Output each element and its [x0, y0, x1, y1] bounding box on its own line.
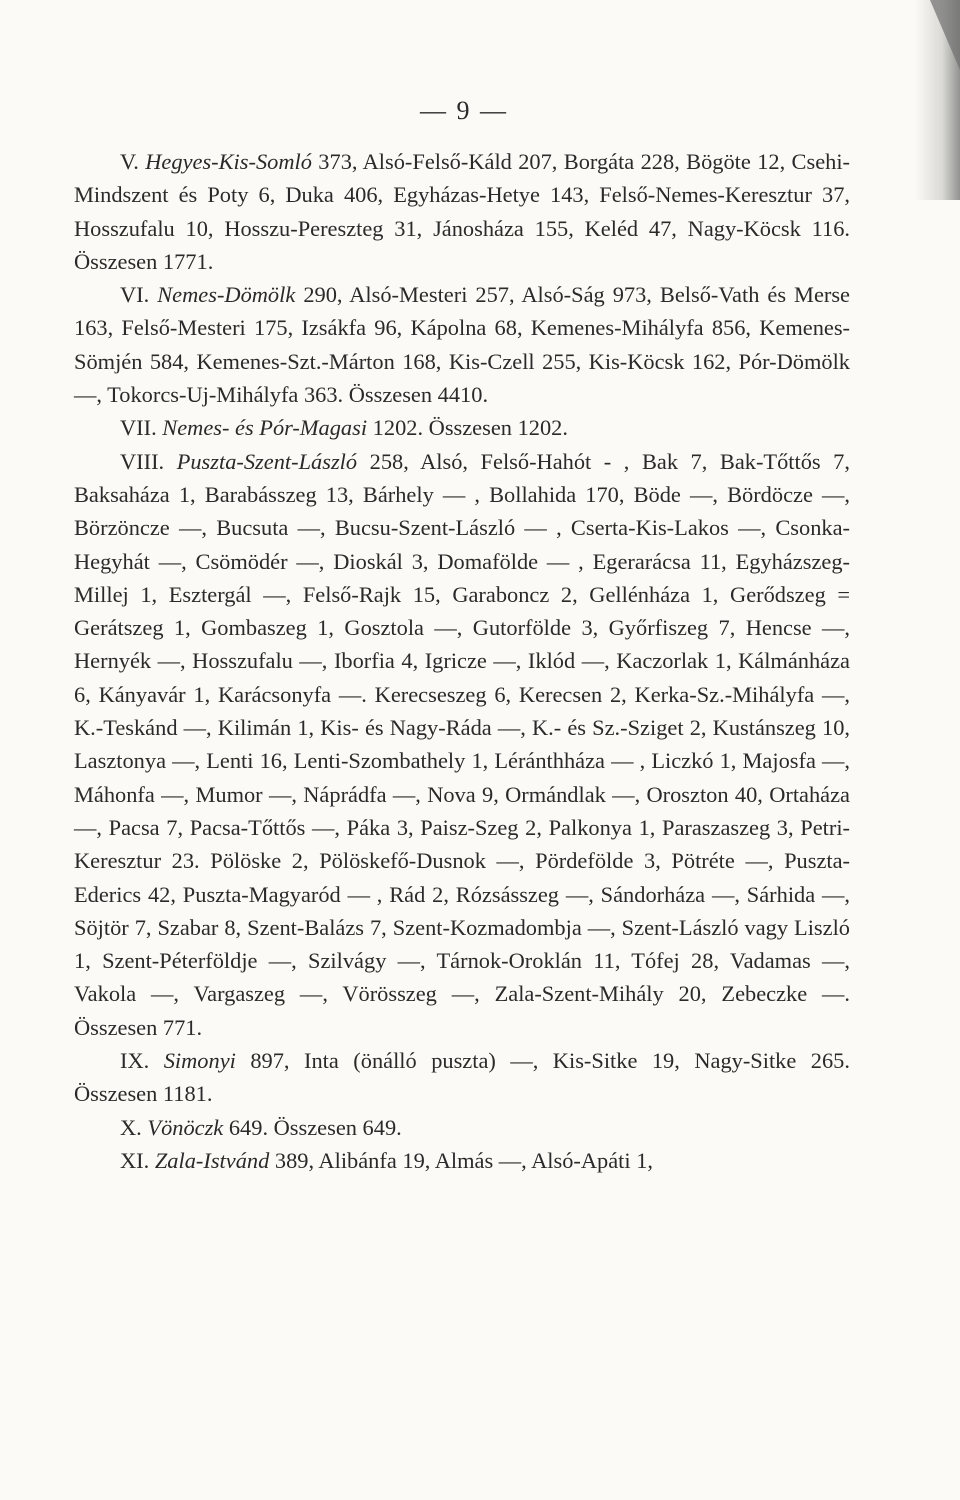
page-corner-fold	[930, 0, 960, 70]
section-numeral: XI.	[120, 1147, 150, 1173]
section-numeral: VIII.	[120, 448, 165, 474]
section-district-name: Zala-Istvánd	[154, 1147, 270, 1173]
section-text: 649. Összesen 649.	[228, 1114, 402, 1140]
section-numeral: X.	[120, 1114, 142, 1140]
section-district-name: Puszta-Szent-László	[176, 448, 358, 474]
page-number: — 9 —	[420, 96, 508, 125]
section-paragraph	[74, 445, 850, 1044]
section-text: 373, Alsó-Felső-Káld 207, Borgáta 228, Bögöte 12, Csehi-Mindszent és Poty 6, Duka 406, Egyházas-Hetye 143, Felső-Nemes-Keresztur 37, Hosszufalu 10, Hosszu-Pereszteg 31, Jánosháza 155, Keléd 47, Nagy-Köcsk 116. Összesen 1771.	[74, 149, 850, 274]
section-numeral: VII.	[120, 415, 157, 441]
section-paragraph	[74, 1044, 850, 1111]
section-text: 389, Alibánfa 19, Almás —, Alsó-Apáti 1,	[274, 1147, 654, 1173]
section-district-name: Nemes- és Pór-Magasi	[162, 415, 368, 441]
section-paragraph	[74, 278, 850, 411]
section-numeral: V.	[120, 149, 139, 174]
section-district-name: Vönöczk	[147, 1114, 224, 1140]
section-paragraph	[74, 1111, 850, 1144]
section-text: 897, Inta (önálló puszta) —, Kis-Sitke 19, Nagy-Sitke 265. Összesen 1181.	[74, 1048, 850, 1107]
section-district-name: Nemes-Dömölk	[157, 282, 296, 308]
section-paragraph	[74, 1144, 850, 1177]
section-numeral: IX.	[120, 1048, 150, 1074]
section-text: 1202. Összesen 1202.	[372, 415, 568, 441]
section-paragraph	[74, 145, 850, 278]
section-district-name: Simonyi	[163, 1048, 236, 1074]
section-district-name: Hegyes-Kis-Somló	[145, 149, 312, 174]
section-paragraph	[74, 411, 850, 444]
section-text: 290, Alsó-Mesteri 257, Alsó-Ság 973, Belső-Vath és Merse 163, Felső-Mesteri 175, Izsákfa 96, Kápolna 68, Kemenes-Mihályfa 856, Kemenes-Sömjén 584, Kemenes-Szt.-Márton 168, Kis-Czell 255, Kis-Köcsk 162, Pór-Dömölk —, Tokorcs-Uj-Mihályfa 363. Összesen 4410.	[74, 282, 850, 408]
document-body	[74, 145, 850, 1177]
section-text: 258, Alsó, Felső-Hahót - , Bak 7, Bak-Tőttős 7, Baksaháza 1, Barabásszeg 13, Bárhely — , Bollahida 170, Böde —, Bördöcze —, Börzöncze —, Bucsuta —, Bucsu-Szent-László — , Cserta-Kis-Lakos —, Csonka-Hegyhát —, Csömödér —, Dioskál 3, Domafölde — , Egerarácsa 11, Egyházszeg-Millej 1, Esztergál —, Felső-Rajk 15, Garaboncz 2, Gellénháza 1, Gerődszeg = Gerátszeg 1, Gombaszeg 1, Gosztola —, Gutorfölde 3, Győrfiszeg 7, Hencse —, Hernyék —, Hosszufalu —, Iborfia 4, Igricze —, Iklód —, Kaczorlak 1, Kálmánháza 6, Kányavár 1, Karácsonyfa —. Kerecseszeg 6, Kerecsen 2, Kerka-Sz.-Mihályfa —, K.-Teskánd —, Kilimán 1, Kis- és Nagy-Ráda —, K.- és Sz.-Sziget 2, Kustánszeg 10, Lasztonya —, Lenti 16, Lenti-Szombathely 1, Léránthháza — , Liczkó 1, Majosfa —, Máhonfa —, Mumor —, Náprádfa —, Nova 9, Ormándlak —, Oroszton 40, Ortaháza —, Pacsa 7, Pacsa-Tőttős —, Páka 3, Paisz-Szeg 2, Palkonya 1, Paraszaszeg 3, Petri-Keresztur 23. Pölöske 2, Pölöskefő-Dusnok —, Pördefölde 3, Pötréte —, Puszta-Ederics 42, Puszta-Magyaród — , Rád 2, Rózsásszeg —, Sándorháza —, Sárhida —, Söjtör 7, Szabar 8, Szent-Balázs 7, Szent-Kozmadombja —, Szent-László vagy Liszló 1, Szent-Péterföldje —, Szilvágy —, Tárnok-Oroklán 11, Tófej 28, Vadamas —, Vakola —, Vargaszeg —, Vörösszeg —, Zala-Szent-Mihály 20, Zebeczke —. Összesen 771.	[74, 448, 850, 1040]
section-numeral: VI.	[120, 282, 150, 308]
